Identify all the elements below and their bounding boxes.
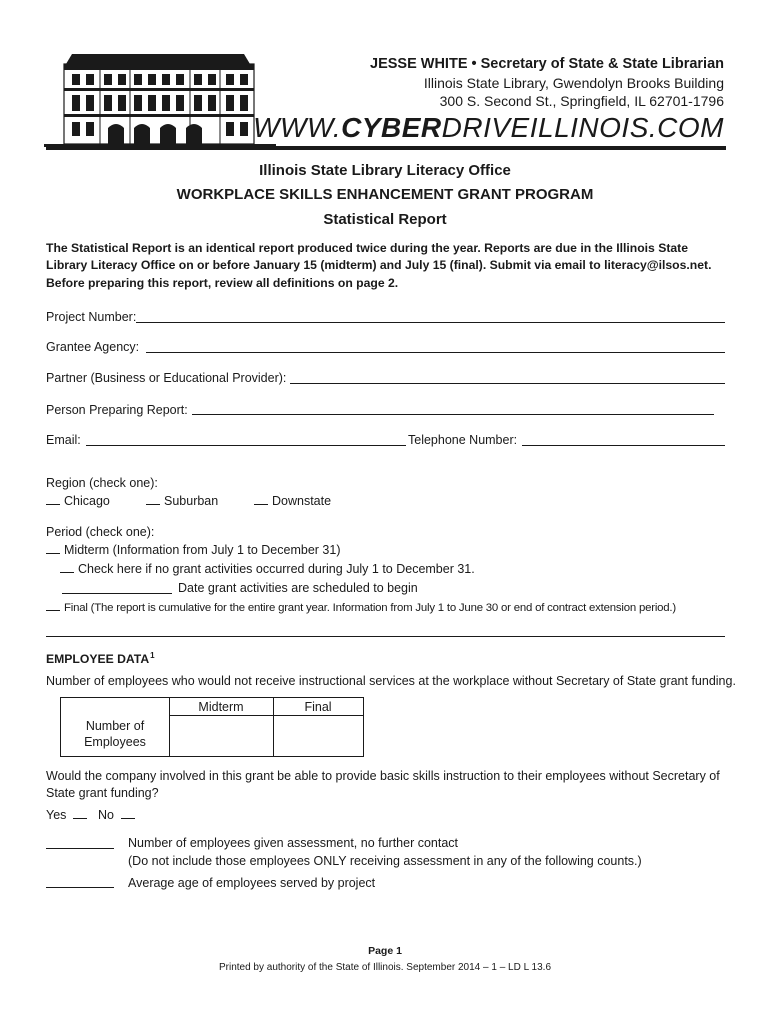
yes-option[interactable]: [46, 808, 91, 822]
region-option-downstate[interactable]: [254, 494, 331, 508]
program-title: WORKPLACE SKILLS ENHANCEMENT GRANT PROGRAM: [176, 186, 594, 203]
region-option-suburban[interactable]: [146, 494, 218, 508]
no-activity-label: Check here if no grant activities occurred during July 1 to December 31.: [78, 562, 475, 576]
checkbox-blank[interactable]: [46, 543, 60, 554]
no-label: No: [98, 808, 114, 822]
period-final-label: Final (The report is cumulative for the entire grant year. Information from July 1 to June 30 or end of contract extension period.): [64, 602, 676, 614]
assessment-label-line2: (Do not include those employees ONLY receiving assessment in any of the following counts.): [128, 854, 642, 868]
intro-note: Before preparing this report, review all definitions on page 2.: [46, 276, 399, 290]
checkbox-blank[interactable]: [146, 494, 160, 505]
telephone-label: Telephone Number:: [408, 433, 518, 447]
state-library-building-illustration: [44, 44, 276, 148]
intro-paragraph: The Statistical Report is an identical report produced twice during the year. Reports are due in the Illinois State Library Literacy Office on or before January 15 (midterm) and July 15 (final). Submit via email to literacy@ilsos.net.: [46, 241, 712, 272]
assessment-label-line1: Number of employees given assessment, no further contact: [128, 836, 459, 850]
project-number-field[interactable]: [136, 322, 725, 323]
header-address-line1: Illinois State Library, Gwendolyn Brooks Building: [423, 75, 724, 91]
report-title: Statistical Report: [323, 211, 447, 228]
date-scheduled-label: Date grant activities are scheduled to begin: [178, 581, 418, 595]
employee-data-heading-text: EMPLOYEE DATA: [46, 652, 150, 667]
average-age-field[interactable]: [46, 887, 114, 888]
email-field[interactable]: [86, 445, 406, 446]
table-row-label-line1: Number of: [85, 719, 145, 733]
footnote-marker: 1: [150, 651, 155, 660]
website-url[interactable]: [253, 112, 724, 144]
website-prefix: WWW.: [253, 112, 342, 143]
final-employees-input[interactable]: [274, 716, 362, 755]
region-option-chicago[interactable]: [46, 494, 110, 508]
period-option-final[interactable]: [46, 600, 676, 614]
region-label: Region (check one):: [46, 476, 158, 490]
website-suffix: DRIVEILLINOIS.COM: [441, 112, 724, 143]
email-label: Email:: [46, 433, 81, 447]
region-chicago-label: Chicago: [64, 494, 110, 508]
partner-field[interactable]: [290, 383, 725, 384]
region-suburban-label: Suburban: [164, 494, 219, 508]
assessment-count-field[interactable]: [46, 848, 114, 849]
checkbox-blank[interactable]: [46, 494, 60, 505]
header-divider: [46, 146, 726, 150]
yes-label: Yes: [46, 808, 67, 822]
employee-count-table: [60, 697, 364, 757]
question-company-capacity: Would the company involved in this grant be able to provide basic skills instruction to their employees without Secretary of State grant funding?: [46, 769, 720, 800]
header-title: JESSE WHITE • Secretary of State & State Librarian: [370, 56, 724, 72]
table-row-label-line2: Employees: [84, 735, 146, 749]
checkbox-blank[interactable]: [46, 600, 60, 611]
partner-label: Partner (Business or Educational Provider):: [46, 371, 287, 385]
section-divider: [46, 636, 725, 637]
no-option[interactable]: [98, 808, 139, 822]
region-downstate-label: Downstate: [272, 494, 332, 508]
grantee-agency-label: Grantee Agency:: [46, 340, 140, 354]
period-midterm-label: Midterm (Information from July 1 to December 31): [64, 543, 341, 557]
average-age-label: Average age of employees served by project: [128, 876, 376, 890]
period-option-midterm[interactable]: [46, 543, 340, 557]
website-bold: CYBER: [341, 112, 442, 143]
page-number: Page 1: [368, 945, 402, 957]
grantee-agency-field[interactable]: [146, 352, 725, 353]
office-title: Illinois State Library Literacy Office: [259, 162, 511, 179]
person-preparing-label: Person Preparing Report:: [46, 403, 188, 417]
checkbox-blank[interactable]: [60, 562, 74, 573]
no-activity-checkbox[interactable]: [60, 562, 475, 576]
checkbox-blank[interactable]: [254, 494, 268, 505]
period-label: Period (check one):: [46, 525, 155, 539]
date-scheduled-field[interactable]: [62, 593, 172, 594]
telephone-field[interactable]: [522, 445, 725, 446]
project-number-label: Project Number:: [46, 310, 137, 324]
printed-by-authority: Printed by authority of the State of Illinois. September 2014 – 1 – LD L 13.6: [218, 962, 552, 973]
table-header-midterm: Midterm: [198, 700, 244, 714]
checkbox-blank[interactable]: [121, 808, 135, 819]
question-no-services: Number of employees who would not receive instructional services at the workplace without Secretary of State grant funding.: [46, 674, 736, 688]
table-header-final: Final: [304, 700, 332, 714]
midterm-employees-input[interactable]: [170, 716, 272, 755]
header-address-line2: 300 S. Second St., Springfield, IL 62701-1796: [439, 93, 724, 109]
person-preparing-field[interactable]: [192, 414, 714, 415]
checkbox-blank[interactable]: [73, 808, 87, 819]
employee-data-heading: [46, 651, 155, 666]
